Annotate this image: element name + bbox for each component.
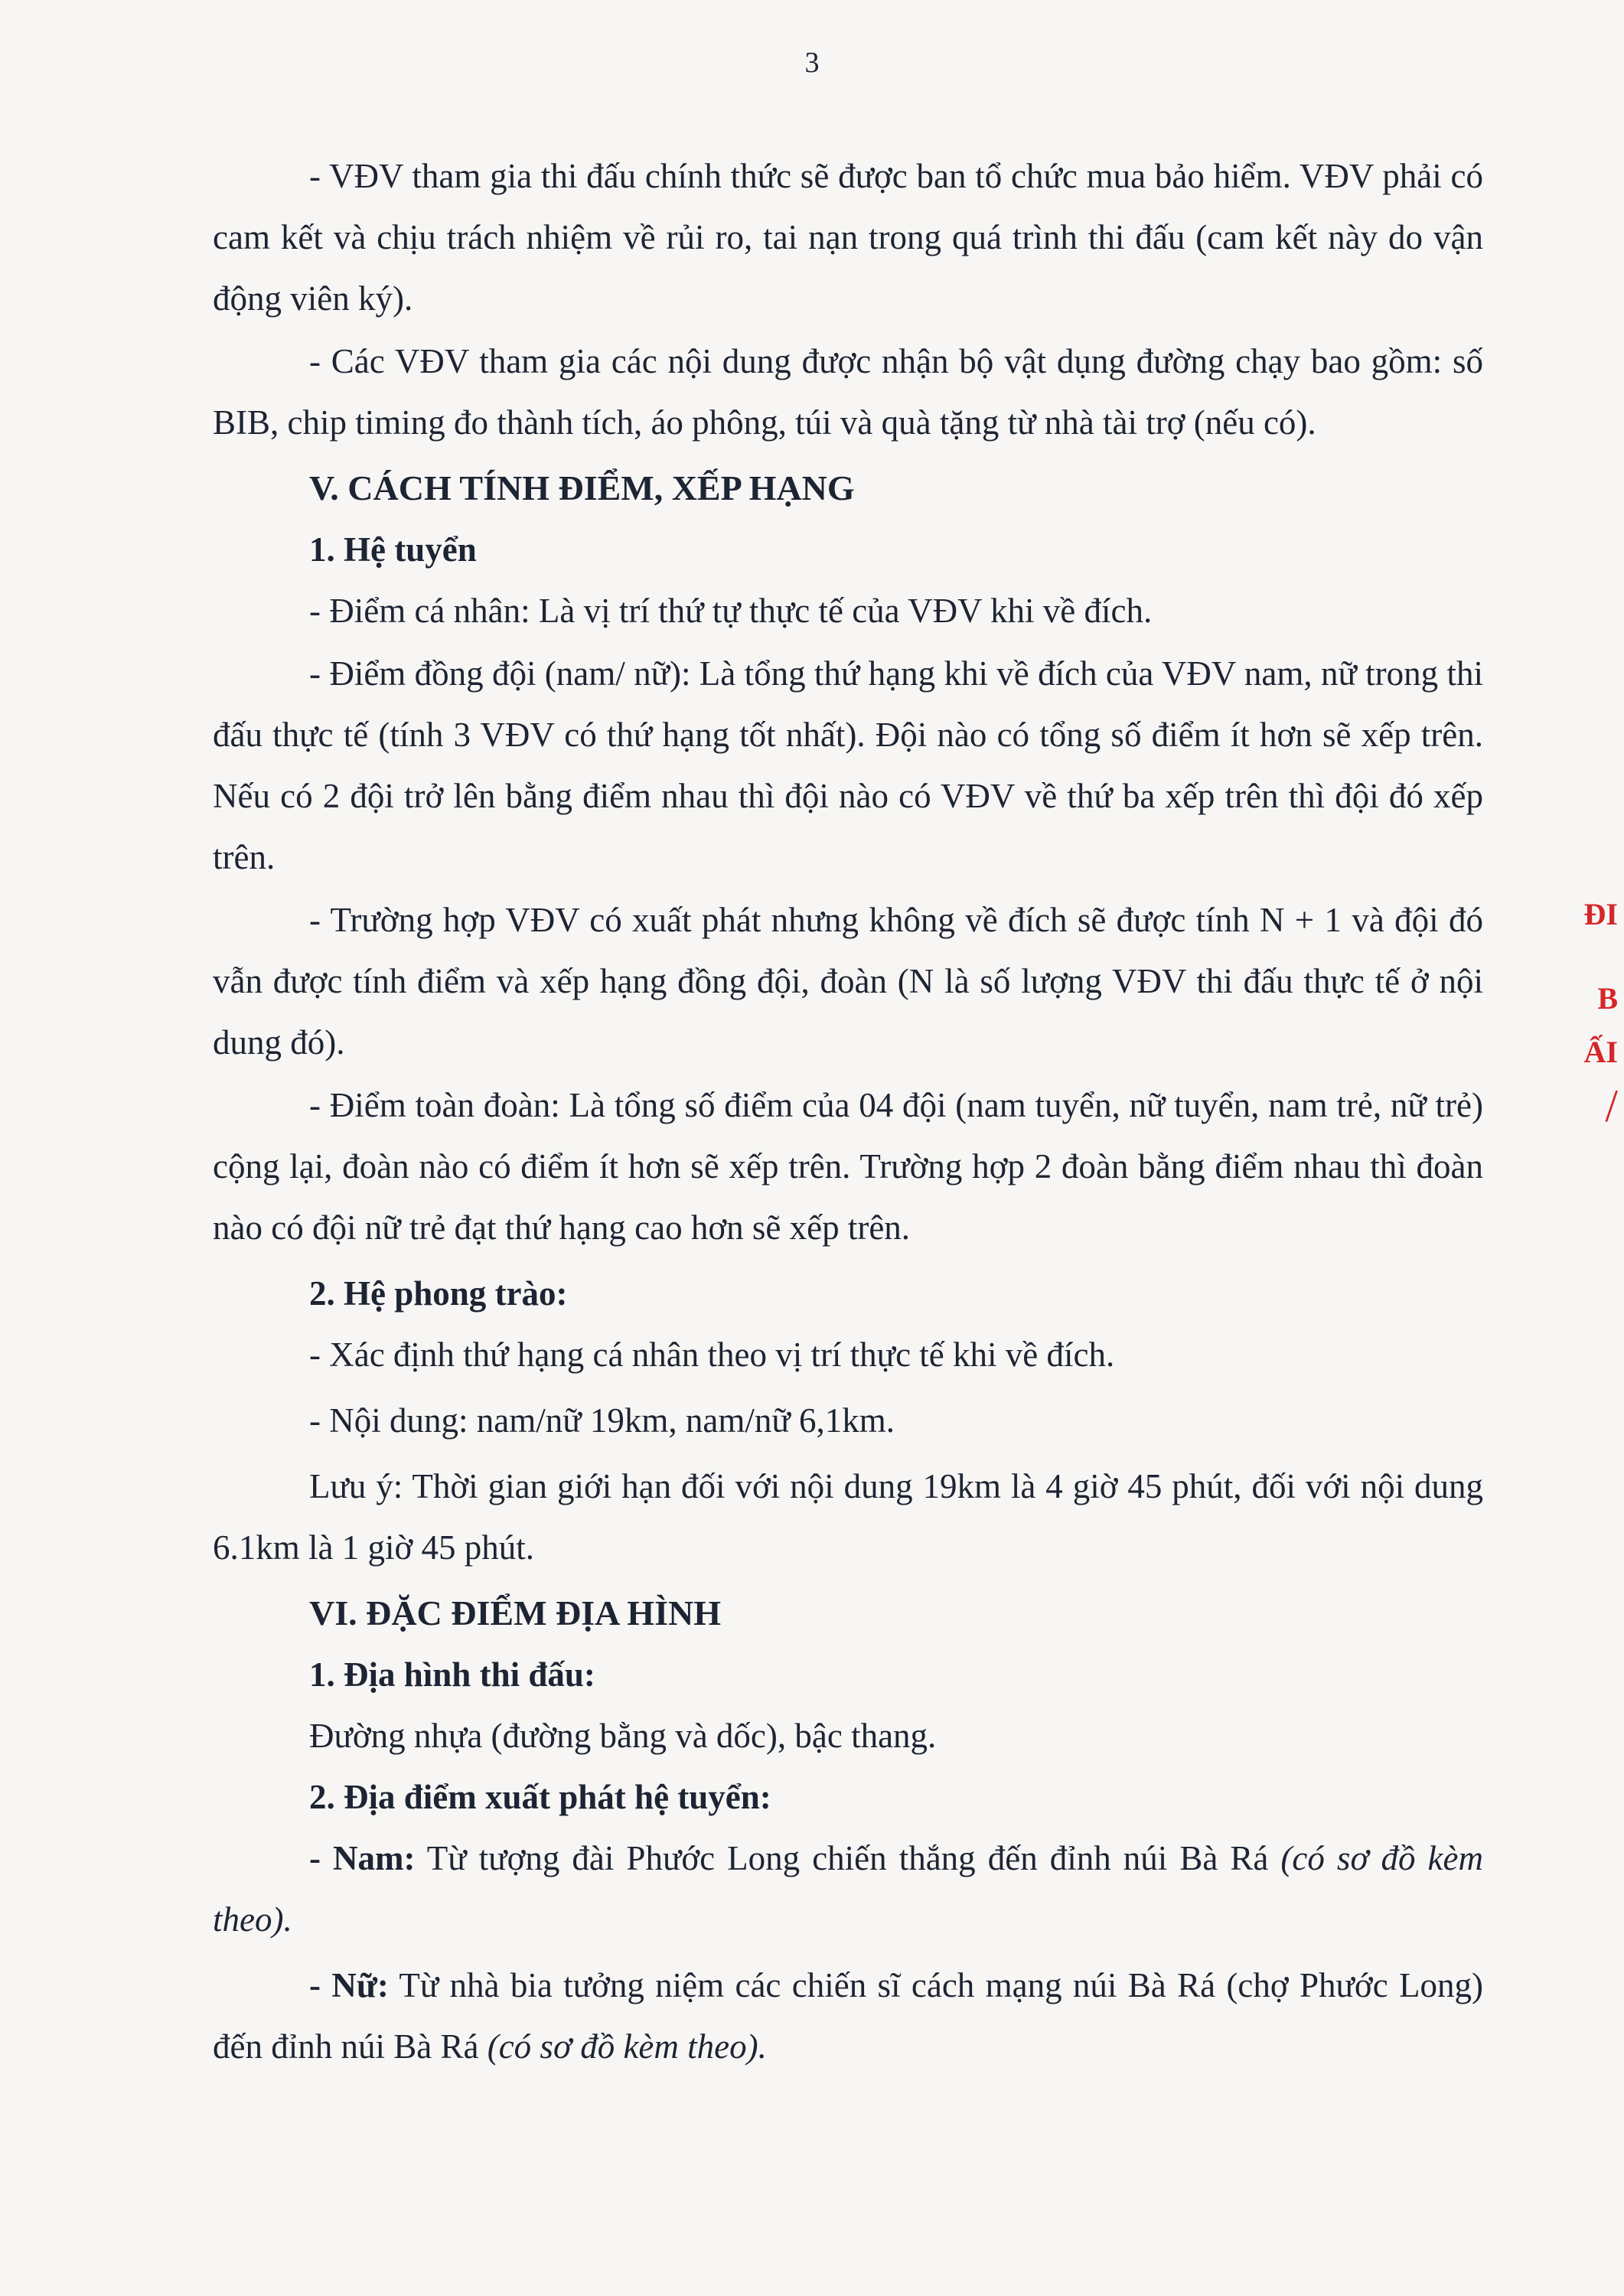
paragraph-delegation-points: - Điểm toàn đoàn: Là tổng số điểm của 04 đội (nam tuyển, nữ tuyển, nam trẻ, nữ trẻ) cộng lại, đoàn nào có điểm ít hơn sẽ xếp trên. Trường hợp 2 đoàn bằng điểm nhau thì đoàn nào có đội nữ trẻ đạt thứ hạng cao hơn sẽ xếp trên. bbox=[213, 1086, 1483, 1247]
paragraph-time-limit: Lưu ý: Thời gian giới hạn đối với nội dung 19km là 4 giờ 45 phút, đối với nội dung 6.1km là 1 giờ 45 phút. bbox=[213, 1467, 1483, 1567]
section-6-subtitle-2: 2. Địa điểm xuất phát hệ tuyển: bbox=[309, 1778, 771, 1816]
text-men: Từ tượng đài Phước Long chiến thắng đến đỉnh núi Bà Rá bbox=[415, 1839, 1281, 1877]
paragraph-team-points: - Điểm đồng đội (nam/ nữ): Là tổng thứ hạng khi về đích của VĐV nam, nữ trong thi đấu thực tế (tính 3 VĐV có thứ hạng tốt nhất). Đội nào có tổng số điểm ít hơn sẽ xếp trên. Nếu có 2 đội trở lên bằng điểm nhau thì đội nào có VĐV về thứ ba xếp trên thì đội đó xếp trên. bbox=[213, 654, 1483, 876]
document-body bbox=[213, 145, 1483, 2077]
paragraph-dnf-rule: - Trường hợp VĐV có xuất phát nhưng không về đích sẽ được tính N + 1 và đội đó vẫn được tính điểm và xếp hạng đồng đội, đoàn (N là số lượng VĐV thi đấu thực tế ở nội dung đó). bbox=[213, 901, 1483, 1062]
label-women: - Nữ: bbox=[309, 1966, 389, 2004]
note-men: (có sơ đồ kèm theo). bbox=[213, 1839, 1483, 1939]
note-women: (có sơ đồ kèm theo). bbox=[487, 2027, 767, 2066]
section-5-subtitle-1: 1. Hệ tuyển bbox=[309, 530, 477, 569]
paragraph-individual-points: - Điểm cá nhân: Là vị trí thứ tự thực tế của VĐV khi về đích. bbox=[309, 592, 1153, 630]
section-6-subtitle-1: 1. Địa hình thi đấu: bbox=[309, 1655, 595, 1694]
red-stamp-fragment bbox=[1564, 888, 1624, 1133]
paragraph-insurance: - VĐV tham gia thi đấu chính thức sẽ được ban tổ chức mua bảo hiểm. VĐV phải có cam kết và chịu trách nhiệm về rủi ro, tai nạn trong quá trình thi đấu (cam kết này do vận động viên ký). bbox=[213, 157, 1483, 318]
stamp-line-3: ẤI bbox=[1583, 1035, 1618, 1069]
section-5-title: V. CÁCH TÍNH ĐIỂM, XẾP HẠNG bbox=[309, 468, 855, 507]
section-6-title: VI. ĐẶC ĐIỂM ĐỊA HÌNH bbox=[309, 1593, 721, 1632]
paragraph-ranking: - Xác định thứ hạng cá nhân theo vị trí thực tế khi về đích. bbox=[309, 1336, 1115, 1374]
label-men: - Nam: bbox=[309, 1839, 416, 1877]
page-number: 3 bbox=[804, 47, 820, 79]
stamp-line-2: B bbox=[1597, 981, 1618, 1016]
paragraph-start-men bbox=[213, 1828, 1483, 1950]
paragraph-events: - Nội dung: nam/nữ 19km, nam/nữ 6,1km. bbox=[309, 1401, 895, 1440]
paragraph-race-kit: - Các VĐV tham gia các nội dung được nhận bộ vật dụng đường chạy bao gồm: số BIB, chip timing đo thành tích, áo phông, túi và quà tặng từ nhà tài trợ (nếu có). bbox=[213, 342, 1483, 442]
paragraph-terrain: Đường nhựa (đường bằng và dốc), bậc thang. bbox=[309, 1717, 937, 1755]
text-women: Từ nhà bia tưởng niệm các chiến sĩ cách mạng núi Bà Rá (chợ Phước Long) đến đỉnh núi Bà Rá bbox=[213, 1966, 1483, 2066]
section-5-subtitle-2: 2. Hệ phong trào: bbox=[309, 1274, 568, 1313]
paragraph-start-women bbox=[213, 1955, 1483, 2077]
stamp-dash-1: / bbox=[1605, 1081, 1618, 1131]
stamp-line-1: ĐI bbox=[1583, 897, 1618, 931]
